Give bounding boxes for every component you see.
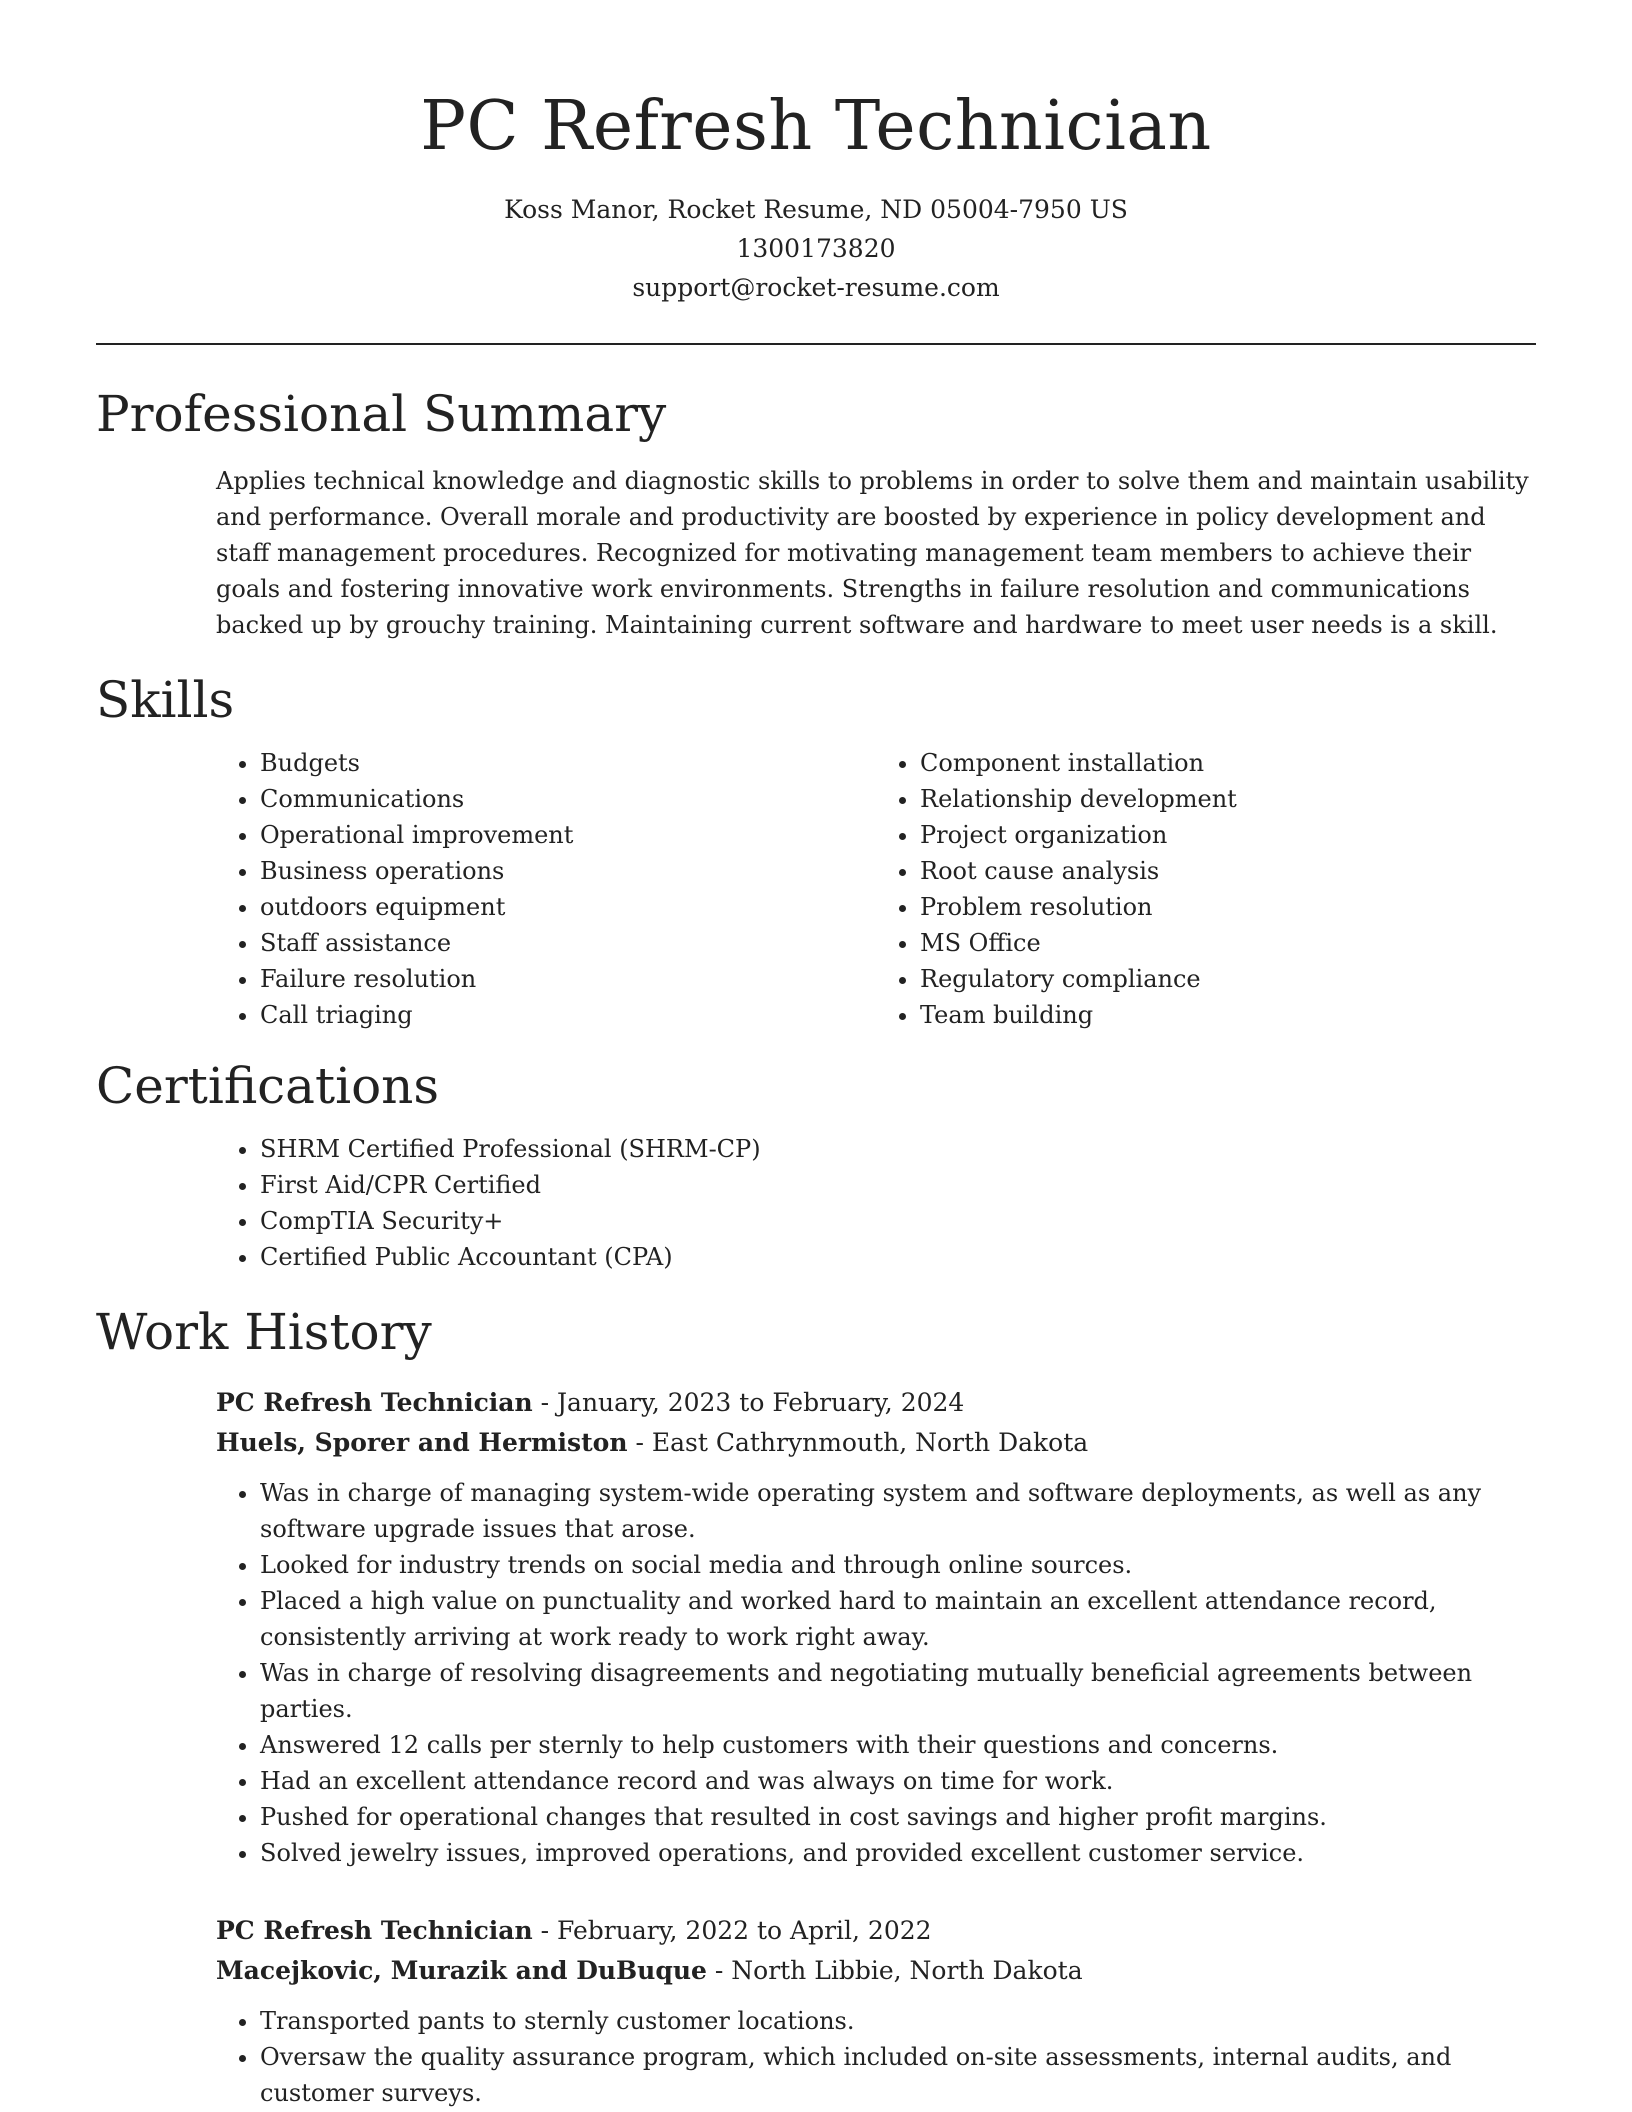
job-dates: - January, 2023 to February, 2024 (532, 1388, 965, 1417)
skills-heading: Skills (96, 671, 235, 729)
job-company-line (216, 1951, 1536, 1991)
skills-list-right (876, 745, 1536, 1033)
skill-item: • Component installation (920, 745, 1536, 781)
skill-item: • Relationship development (920, 781, 1536, 817)
certifications-wrapper (216, 1131, 1536, 1275)
job-title-line (216, 1911, 1536, 1951)
work-history-heading: Work History (96, 1303, 432, 1361)
job-duty: • Had an excellent attendance record and was always on time for work. (260, 1763, 1536, 1799)
job-duty: • Was in charge of resolving disagreements and negotiating mutually beneficial agreements between parties. (260, 1655, 1536, 1727)
skill-item: • Budgets (260, 745, 876, 781)
address: Koss Manor, Rocket Resume, ND 05004-7950 US (504, 195, 1128, 224)
skill-item: • Failure resolution (260, 961, 876, 997)
certifications-list (216, 1131, 1536, 1275)
job-role: PC Refresh Technician (216, 1388, 533, 1417)
job-company-line (216, 1423, 1536, 1463)
header-divider (96, 343, 1536, 345)
skills-section (96, 669, 1536, 1033)
skill-item: • Regulatory compliance (920, 961, 1536, 997)
certifications-heading: Certifications (96, 1057, 440, 1115)
skill-item: • Staff assistance (260, 925, 876, 961)
job-duty: • Solved jewelry issues, improved operations, and provided excellent customer service. (260, 1835, 1536, 1871)
certification-item: • SHRM Certified Professional (SHRM-CP) (260, 1131, 1536, 1167)
certification-item: • First Aid/CPR Certified (260, 1167, 1536, 1203)
email: support@rocket-resume.com (632, 273, 1000, 302)
resume-header (96, 0, 1536, 307)
job-duty: • Transported pants to sternly customer locations. (260, 2003, 1536, 2039)
job-dates: - February, 2022 to April, 2022 (532, 1916, 932, 1945)
skill-item: • Communications (260, 781, 876, 817)
job-duty: • Pushed for operational changes that resulted in cost savings and higher profit margins. (260, 1799, 1536, 1835)
job-duty: • Answered 12 calls per sternly to help customers with their questions and concerns. (260, 1727, 1536, 1763)
job-duty: • Placed a high value on punctuality and worked hard to maintain an excellent attendance record, consistently arriving at work ready to work right away. (260, 1583, 1536, 1655)
job-company: Huels, Sporer and Hermiston (216, 1428, 628, 1457)
job-duty: • Was in charge of managing system-wide operating system and software deployments, as well as any software upgrade issues that arose. (260, 1475, 1536, 1547)
work-history-section (96, 1301, 1536, 2111)
job-entry (216, 1383, 1536, 1871)
contact-info (96, 190, 1536, 307)
job-company: Macejkovic, Murazik and DuBuque (216, 1956, 707, 1985)
resume-title: PC Refresh Technician (420, 87, 1212, 166)
skill-item: • Root cause analysis (920, 853, 1536, 889)
job-duty: • Looked for industry trends on social media and through online sources. (260, 1547, 1536, 1583)
phone: 1300173820 (736, 234, 896, 263)
skill-item: • Operational improvement (260, 817, 876, 853)
job-role: PC Refresh Technician (216, 1916, 533, 1945)
skills-columns (216, 745, 1536, 1033)
job-entry (216, 1911, 1536, 2111)
skill-item: • Problem resolution (920, 889, 1536, 925)
job-duty: • Oversaw the quality assurance program, which included on-site assessments, internal audits, and customer surveys. (260, 2039, 1536, 2111)
skill-item: • MS Office (920, 925, 1536, 961)
certification-item: • CompTIA Security+ (260, 1203, 1536, 1239)
skill-item: • outdoors equipment (260, 889, 876, 925)
job-location: - East Cathrynmouth, North Dakota (627, 1428, 1089, 1457)
skills-list-left (216, 745, 876, 1033)
skill-item: • Business operations (260, 853, 876, 889)
summary-section (96, 383, 1536, 643)
summary-heading: Professional Summary (96, 385, 667, 443)
job-duties-list (216, 1475, 1536, 1871)
skill-item: • Project organization (920, 817, 1536, 853)
skill-item: • Call triaging (260, 997, 876, 1033)
job-duties-list (216, 2003, 1536, 2111)
job-title-line (216, 1383, 1536, 1423)
summary-text: Applies technical knowledge and diagnostic skills to problems in order to solve them and maintain usability and performance. Overall morale and productivity are boosted by experience in policy development and staff management procedures. Recognized for motivating management team members to achieve their goals and fostering innovative work environments. Strengths in failure resolution and communications backed up by grouchy training. Maintaining current software and hardware to meet user needs is a skill. (216, 467, 1529, 639)
skill-item: • Team building (920, 997, 1536, 1033)
certifications-section (96, 1055, 1536, 1275)
job-location: - North Libbie, North Dakota (706, 1956, 1083, 1985)
certification-item: • Certified Public Accountant (CPA) (260, 1239, 1536, 1275)
